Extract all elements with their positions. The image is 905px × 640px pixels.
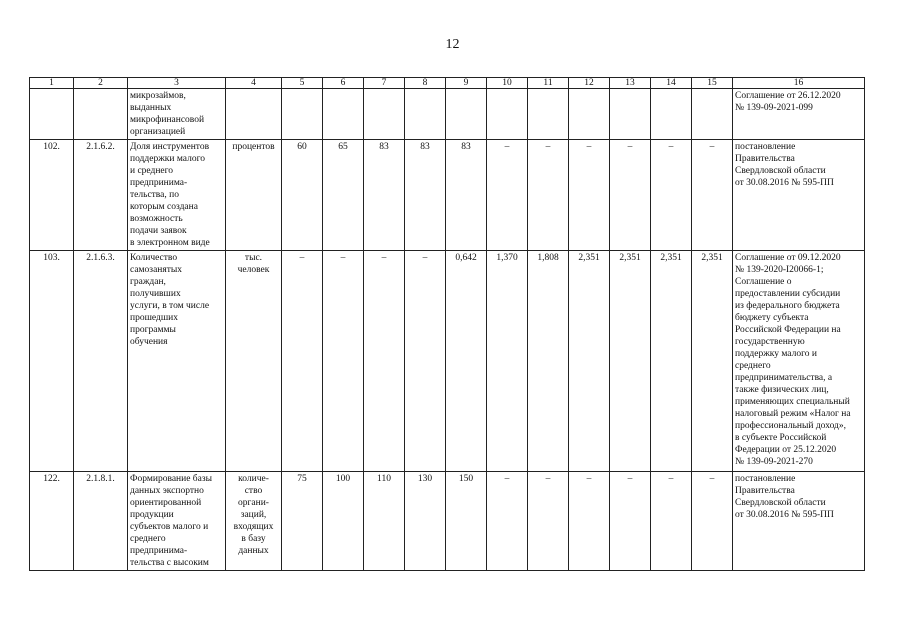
value-cell <box>323 89 364 140</box>
value-cell: 1,370 <box>487 251 528 472</box>
value-cell: – <box>610 140 651 251</box>
value-cell: – <box>323 251 364 472</box>
page-number: 12 <box>445 37 460 52</box>
unit-cell: процентов <box>226 140 282 251</box>
value-cell: 2,351 <box>692 251 733 472</box>
value-cell: – <box>651 140 692 251</box>
table-row <box>30 89 865 140</box>
row-number-cell: 103. <box>30 251 74 472</box>
value-cell <box>487 89 528 140</box>
header-cell: 10 <box>487 78 528 89</box>
value-cell: – <box>569 140 610 251</box>
value-cell: – <box>528 472 569 571</box>
indicators-table <box>29 77 865 571</box>
value-cell <box>610 89 651 140</box>
value-cell <box>364 89 405 140</box>
value-cell: – <box>528 140 569 251</box>
value-cell: 110 <box>364 472 405 571</box>
table-row <box>30 140 865 251</box>
value-cell: 83 <box>405 140 446 251</box>
indicator-name-cell: микрозаймов, выданных микрофинансовой организацией <box>128 89 226 140</box>
header-cell: 2 <box>74 78 128 89</box>
header-row <box>30 78 865 89</box>
value-cell: – <box>364 251 405 472</box>
value-cell <box>651 89 692 140</box>
header-cell: 3 <box>128 78 226 89</box>
value-cell: 2,351 <box>610 251 651 472</box>
unit-cell: количе- ство органи- заций, входящих в базу данных <box>226 472 282 571</box>
header-cell: 1 <box>30 78 74 89</box>
value-cell: – <box>282 251 323 472</box>
value-cell: 60 <box>282 140 323 251</box>
row-number-cell <box>30 89 74 140</box>
row-code-cell: 2.1.6.2. <box>74 140 128 251</box>
value-cell: – <box>651 472 692 571</box>
value-cell: – <box>569 472 610 571</box>
row-number-cell: 122. <box>30 472 74 571</box>
unit-cell: тыс. человек <box>226 251 282 472</box>
value-cell: 100 <box>323 472 364 571</box>
unit-cell <box>226 89 282 140</box>
value-cell: 83 <box>364 140 405 251</box>
source-cell: Соглашение от 26.12.2020 № 139-09-2021-099 <box>733 89 865 140</box>
header-cell: 14 <box>651 78 692 89</box>
value-cell: 0,642 <box>446 251 487 472</box>
source-cell: Соглашение от 09.12.2020 № 139-2020-I20066-1; Соглашение о предоставлении субсидии из федерального бюджета бюджету субъекта Российской Федерации на государственную поддержку малого и среднего предпринимательства, а также физических лиц, применяющих специальный налоговый режим «Налог на профессиональный доход», в субъекте Российской Федерации от 25.12.2020 № 139-09-2021-270 <box>733 251 865 472</box>
value-cell: 1,808 <box>528 251 569 472</box>
indicator-name-cell: Доля инструментов поддержки малого и среднего предпринима- тельства, по которым создана возможность подачи заявок в электронном виде <box>128 140 226 251</box>
value-cell: 2,351 <box>651 251 692 472</box>
table-row <box>30 251 865 472</box>
header-cell: 13 <box>610 78 651 89</box>
header-cell: 15 <box>692 78 733 89</box>
row-number-cell: 102. <box>30 140 74 251</box>
value-cell <box>569 89 610 140</box>
value-cell: 2,351 <box>569 251 610 472</box>
value-cell: 150 <box>446 472 487 571</box>
value-cell: 75 <box>282 472 323 571</box>
header-cell: 12 <box>569 78 610 89</box>
value-cell: 83 <box>446 140 487 251</box>
value-cell <box>282 89 323 140</box>
value-cell: – <box>405 251 446 472</box>
row-code-cell: 2.1.8.1. <box>74 472 128 571</box>
value-cell: – <box>487 140 528 251</box>
value-cell <box>446 89 487 140</box>
header-cell: 9 <box>446 78 487 89</box>
header-cell: 16 <box>733 78 865 89</box>
value-cell: – <box>692 472 733 571</box>
header-cell: 8 <box>405 78 446 89</box>
table-row <box>30 472 865 571</box>
row-code-cell <box>74 89 128 140</box>
value-cell <box>405 89 446 140</box>
value-cell: – <box>487 472 528 571</box>
header-cell: 5 <box>282 78 323 89</box>
header-cell: 6 <box>323 78 364 89</box>
value-cell <box>692 89 733 140</box>
source-cell: постановление Правительства Свердловской области от 30.08.2016 № 595-ПП <box>733 472 865 571</box>
header-cell: 4 <box>226 78 282 89</box>
value-cell: – <box>692 140 733 251</box>
value-cell: – <box>610 472 651 571</box>
indicator-name-cell: Количество самозанятых граждан, получивших услуги, в том числе прошедших программы обучения <box>128 251 226 472</box>
source-cell: постановление Правительства Свердловской области от 30.08.2016 № 595-ПП <box>733 140 865 251</box>
indicator-name-cell: Формирование базы данных экспортно ориентированной продукции субъектов малого и среднего предпринима- тельства с высоким <box>128 472 226 571</box>
row-code-cell: 2.1.6.3. <box>74 251 128 472</box>
value-cell <box>528 89 569 140</box>
value-cell: 65 <box>323 140 364 251</box>
header-cell: 11 <box>528 78 569 89</box>
value-cell: 130 <box>405 472 446 571</box>
header-cell: 7 <box>364 78 405 89</box>
